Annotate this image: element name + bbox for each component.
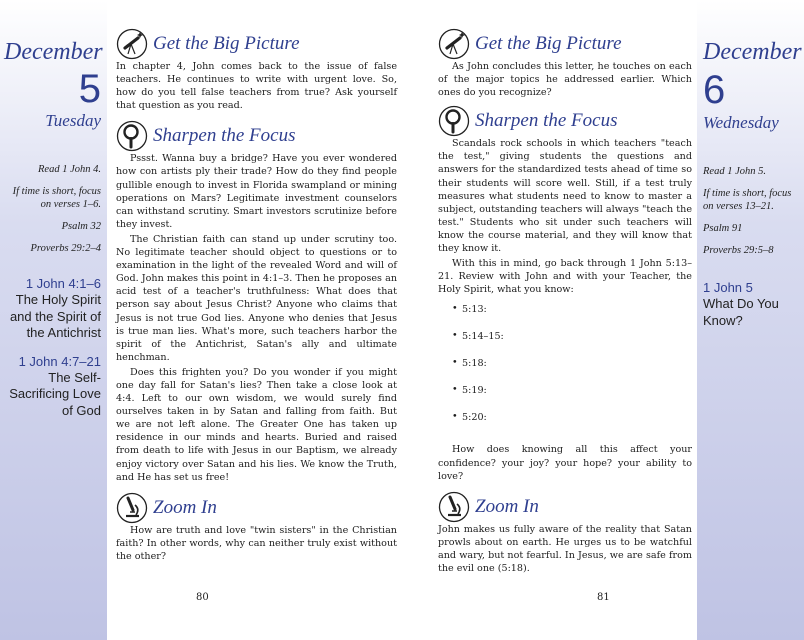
- left-section1-title: Get the Big Picture: [153, 33, 300, 54]
- left-section3-paragraph: How are truth and love "twin sisters" in the Christian faith? In other words, why can neither truly exist without the other?: [116, 524, 397, 562]
- right-section2-title: Sharpen the Focus: [475, 110, 618, 132]
- left-day-number: 5: [78, 67, 101, 111]
- right-page: [430, 0, 692, 640]
- left-reading: Read 1 John 4.: [38, 164, 101, 175]
- left-psalm: Psalm 32: [61, 221, 101, 232]
- list-item: • 5:20:: [452, 412, 692, 439]
- left-page-number: 80: [196, 592, 209, 603]
- right-day-number: 6: [703, 68, 726, 112]
- left-section1-paragraph: In chapter 4, John comes back to the issue of false teachers. He continues to write with urgent love. So, how do you tell false teachers from true? Ask yourself that question as you read.: [116, 61, 397, 112]
- left-topic2-title: The Self-Sacrificing Love of God: [9, 369, 101, 418]
- right-section2-body: [438, 137, 692, 296]
- microscope-icon: [116, 492, 148, 524]
- left-topic1-title: The Holy Spirit and the Spirit of the Antichrist: [9, 292, 101, 340]
- telescope-icon: [438, 28, 470, 60]
- right-sidebar: [697, 0, 804, 640]
- left-section1-body: [116, 60, 397, 112]
- right-short-note: If time is short, focus on verses 13–21.: [703, 188, 792, 212]
- microscope-icon: [438, 491, 470, 523]
- right-section1-header: [438, 28, 692, 60]
- list-item: • 5:19:: [452, 385, 692, 412]
- right-topic1-title: What Do You Know?: [703, 296, 779, 328]
- right-topic1-ref: 1 John 5: [703, 280, 753, 295]
- left-section3-title: Zoom In: [153, 496, 217, 518]
- right-month: December: [703, 39, 802, 65]
- left-section2-header: [116, 120, 397, 152]
- right-section2-body-end: [438, 443, 692, 482]
- left-section3-body: [116, 524, 397, 563]
- list-item: • 5:13:: [452, 304, 692, 331]
- left-weekday: Tuesday: [45, 111, 101, 130]
- right-section3-header: [438, 491, 692, 523]
- right-section1-body: [438, 60, 692, 99]
- right-page-number: 81: [597, 592, 610, 603]
- left-sidebar: [0, 0, 107, 640]
- right-section3-title: Zoom In: [475, 495, 539, 517]
- right-section2-paragraph2: With this in mind, go back through 1 John 5:13–21. Review with John and with your Teacher, the Holy Spirit, what you know:: [438, 258, 692, 296]
- left-section3-header: [116, 492, 397, 524]
- right-psalm: Psalm 91: [703, 223, 743, 234]
- telescope-icon: [116, 28, 148, 60]
- right-section3-body: [438, 523, 692, 575]
- list-item: • 5:18:: [452, 358, 692, 385]
- left-page: [107, 0, 397, 640]
- left-topic2-ref: 1 John 4:7–21: [18, 353, 101, 369]
- left-short-note: If time is short, focus on verses 1–6.: [12, 186, 101, 210]
- right-reading: Read 1 John 5.: [703, 166, 766, 177]
- right-section1-title: Get the Big Picture: [475, 33, 622, 54]
- right-bullet-list: [452, 304, 692, 439]
- right-section2-header: [438, 105, 692, 137]
- left-proverbs: Proverbs 29:2–4: [30, 243, 101, 254]
- magnifier-icon: [438, 105, 470, 137]
- right-weekday: Wednesday: [703, 113, 779, 132]
- magnifier-icon: [116, 120, 148, 152]
- left-section2-body: [116, 152, 397, 483]
- right-section2-paragraph1: Scandals rock schools in which teachers "teach the test," giving students the questions and answers for the standardized tests ahead of time so their students will score well. Still, if a test truly measures what students need to know to master a subject, outstanding teachers will always "teach the test." Students who sit under such teachers will know the course material, and they will know that they know it.: [438, 138, 692, 255]
- left-section1-header: [116, 28, 397, 60]
- left-month: December: [4, 39, 103, 65]
- right-section1-paragraph: As John concludes this letter, he touches on each of the major topics he addressed earlier. Which ones do you recognize?: [438, 61, 692, 99]
- right-section3-paragraph: John makes us fully aware of the reality that Satan prowls about on earth. He urges us to be watchful and wary, but not fearful. In Jesus, we are safe from the evil one (5:18).: [438, 523, 692, 574]
- right-section2-paragraph3: How does knowing all this affect your confidence? your joy? your hope? your ability to love?: [438, 444, 692, 482]
- left-section2-paragraph1: Pssst. Wanna buy a bridge? Have you ever wondered how con artists ply their trade? How do they find people gullible enough to invest in Florida swampland or mining operations on Mars? Legitimate investment counselors can withstand scrutiny. Smart investors scrutinize before they invest.: [116, 153, 397, 230]
- left-section2-title: Sharpen the Focus: [153, 125, 296, 147]
- right-proverbs: Proverbs 29:5–8: [703, 245, 774, 256]
- left-topic1-ref: 1 John 4:1–6: [25, 276, 101, 291]
- list-item: • 5:14–15:: [452, 331, 692, 358]
- left-section2-paragraph2: The Christian faith can stand up under scrutiny too. No legitimate teacher should object to questions or to examination in the light of the revealed Word and will of God. John makes this point in 4:1–3. Then he proposes an acid test of a teacher's truthfulness: What does that person say about Jesus Christ? Anyone who claims that Jesus is not true God lies. Anyone who denies that Jesus is true man lies. What's more, such teachers harbor the spirit of the Antichrist, Satan's ally and ultimate henchman.: [116, 233, 397, 363]
- left-section2-paragraph3: Does this frighten you? Do you wonder if you might one day fall for Satan's lies? Then take a close look at 4:4. Left to our own wisdom, we would surely find ourselves taken in by Satan and falling from faith. But we are not left alone. The Greater One has taken up residence in our minds and hearts. Buried and raised from death to life with Jesus in our Baptism, we already enjoy victory over Satan and his lies. We know the Truth, and He has set us free!: [116, 366, 397, 483]
